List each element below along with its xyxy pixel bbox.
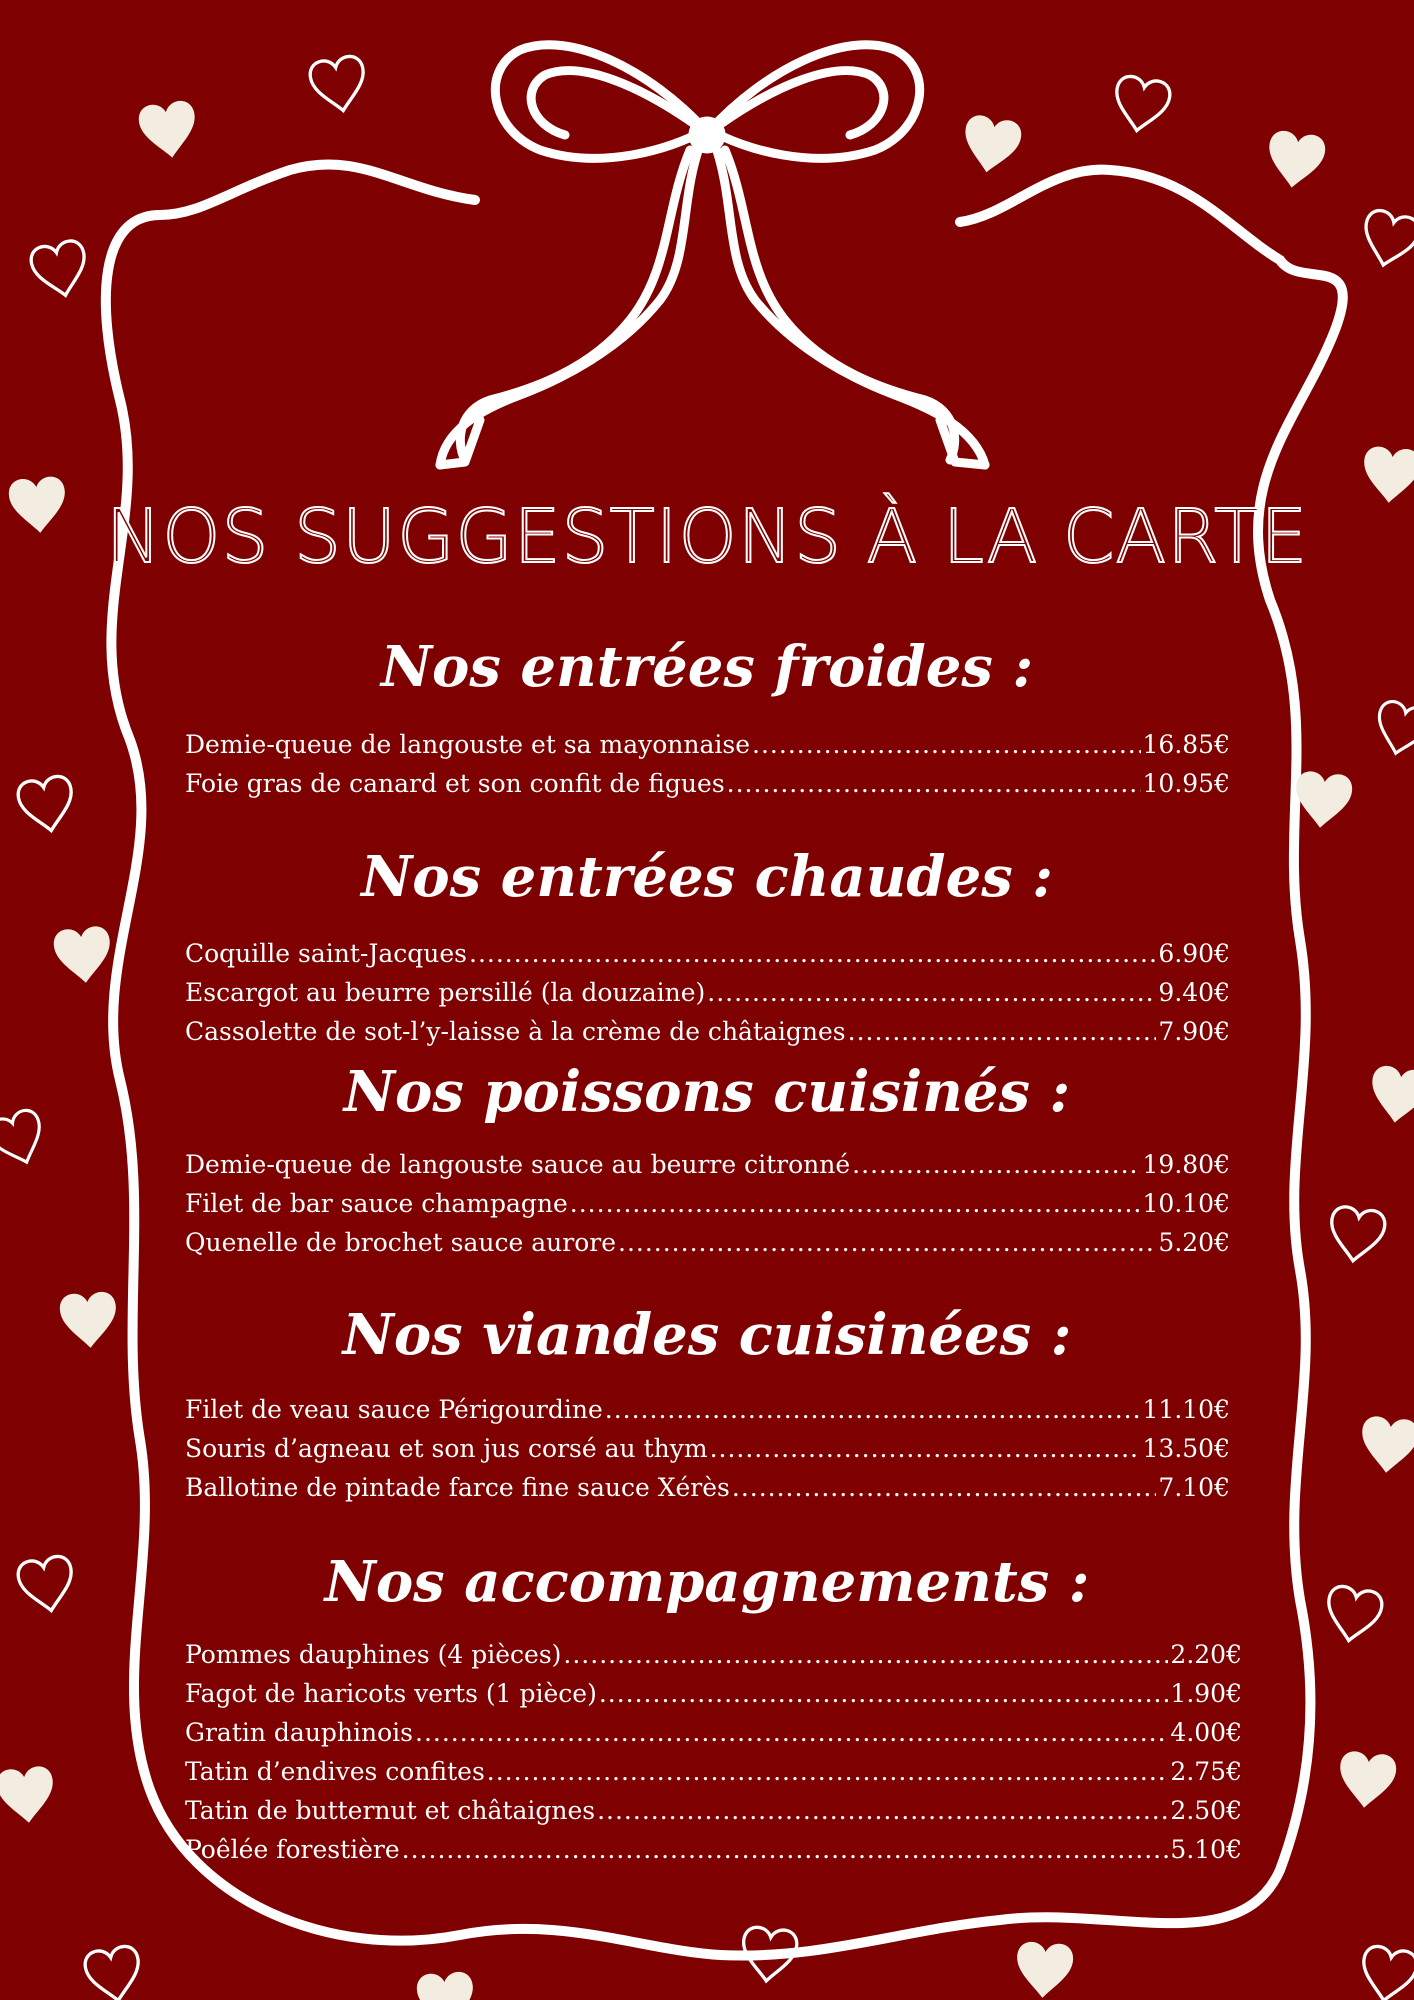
menu-item — [185, 725, 1230, 764]
menu-item-name: Demie-queue de langouste et sa mayonnaise — [185, 730, 751, 759]
menu-item — [185, 1223, 1230, 1262]
menu-item-name: Foie gras de canard et son confit de figues — [185, 769, 725, 798]
menu-list-entrees-froides — [185, 725, 1230, 803]
menu-item-price: 10.10€ — [1142, 1189, 1230, 1218]
section-heading-entrees-chaudes: Nos entrées chaudes : — [361, 844, 1053, 910]
menu-item-name: Gratin dauphinois — [185, 1718, 414, 1747]
menu-item-price: 13.50€ — [1142, 1434, 1230, 1463]
dot-leader — [618, 1223, 1156, 1262]
menu-item — [185, 1429, 1230, 1468]
menu-item-price: 5.10€ — [1170, 1835, 1242, 1864]
menu-list-accompagnements — [185, 1635, 1242, 1869]
menu-item — [185, 934, 1230, 973]
dot-leader — [707, 973, 1156, 1012]
dot-leader — [848, 1012, 1157, 1051]
menu-item-price: 10.95€ — [1142, 769, 1230, 798]
menu-item-name: Souris d’agneau et son jus corsé au thym — [185, 1434, 708, 1463]
dot-leader — [599, 1674, 1169, 1713]
page-title: NOS SUGGESTIONS À LA CARTE — [105, 494, 1309, 580]
menu-item-name: Tatin de butternut et châtaignes — [185, 1796, 596, 1825]
menu-item — [185, 1713, 1242, 1752]
menu-list-poissons — [185, 1145, 1230, 1262]
menu-item — [185, 1390, 1230, 1429]
section-heading-entrees-froides: Nos entrées froides : — [380, 634, 1034, 700]
menu-item-name: Tatin d’endives confites — [185, 1757, 485, 1786]
menu-item — [185, 1830, 1242, 1869]
dot-leader — [727, 764, 1141, 803]
dot-leader — [469, 934, 1156, 973]
dot-leader — [487, 1752, 1169, 1791]
menu-item-name: Pommes dauphines (4 pièces) — [185, 1640, 562, 1669]
menu-item-price: 1.90€ — [1170, 1679, 1242, 1708]
dot-leader — [752, 725, 1140, 764]
menu-item-price: 7.10€ — [1158, 1473, 1230, 1502]
menu-item-name: Poêlée forestière — [185, 1835, 400, 1864]
menu-item-name: Escargot au beurre persillé (la douzaine) — [185, 978, 706, 1007]
menu-item-name: Quenelle de brochet sauce aurore — [185, 1228, 616, 1257]
menu-item-name: Coquille saint-Jacques — [185, 939, 467, 968]
menu-item-price: 2.75€ — [1170, 1757, 1242, 1786]
dot-leader — [570, 1184, 1141, 1223]
dot-leader — [597, 1791, 1168, 1830]
section-heading-accompagnements: Nos accompagnements : — [324, 1549, 1090, 1615]
menu-item-price: 2.50€ — [1170, 1796, 1242, 1825]
menu-list-entrees-chaudes — [185, 934, 1230, 1051]
menu-item — [185, 1635, 1242, 1674]
dot-leader — [710, 1429, 1141, 1468]
menu-item-name: Ballotine de pintade farce fine sauce Xérès — [185, 1473, 730, 1502]
menu-item-price: 6.90€ — [1158, 939, 1230, 968]
menu-item-price: 5.20€ — [1158, 1228, 1230, 1257]
menu-item-name: Cassolette de sot-l’y-laisse à la crème de châtaignes — [185, 1017, 846, 1046]
menu-item — [185, 1468, 1230, 1507]
menu-item-name: Filet de bar sauce champagne — [185, 1189, 568, 1218]
menu-item-price: 16.85€ — [1142, 730, 1230, 759]
menu-item-name: Fagot de haricots verts (1 pièce) — [185, 1679, 597, 1708]
dot-leader — [605, 1390, 1141, 1429]
menu-item-price: 11.10€ — [1142, 1395, 1230, 1424]
menu-item — [185, 1012, 1230, 1051]
section-heading-poissons: Nos poissons cuisinés : — [343, 1059, 1071, 1125]
menu-item — [185, 1791, 1242, 1830]
menu-item-price: 7.90€ — [1158, 1017, 1230, 1046]
menu-item-name: Filet de veau sauce Périgourdine — [185, 1395, 603, 1424]
menu-item-price: 9.40€ — [1158, 978, 1230, 1007]
dot-leader — [852, 1145, 1140, 1184]
menu-item — [185, 1184, 1230, 1223]
menu-item-price: 2.20€ — [1170, 1640, 1242, 1669]
menu-item — [185, 1674, 1242, 1713]
menu-item — [185, 1752, 1242, 1791]
menu-item-price: 4.00€ — [1170, 1718, 1242, 1747]
section-heading-viandes: Nos viandes cuisinées : — [342, 1302, 1072, 1368]
menu-item — [185, 764, 1230, 803]
dot-leader — [563, 1635, 1168, 1674]
menu-list-viandes — [185, 1390, 1230, 1507]
dot-leader — [732, 1468, 1157, 1507]
menu-item — [185, 1145, 1230, 1184]
ribbon-bow-icon — [440, 45, 985, 465]
menu-item — [185, 973, 1230, 1012]
menu-item-price: 19.80€ — [1142, 1150, 1230, 1179]
dot-leader — [415, 1713, 1168, 1752]
menu-item-name: Demie-queue de langouste sauce au beurre citronné — [185, 1150, 851, 1179]
dot-leader — [402, 1830, 1169, 1869]
